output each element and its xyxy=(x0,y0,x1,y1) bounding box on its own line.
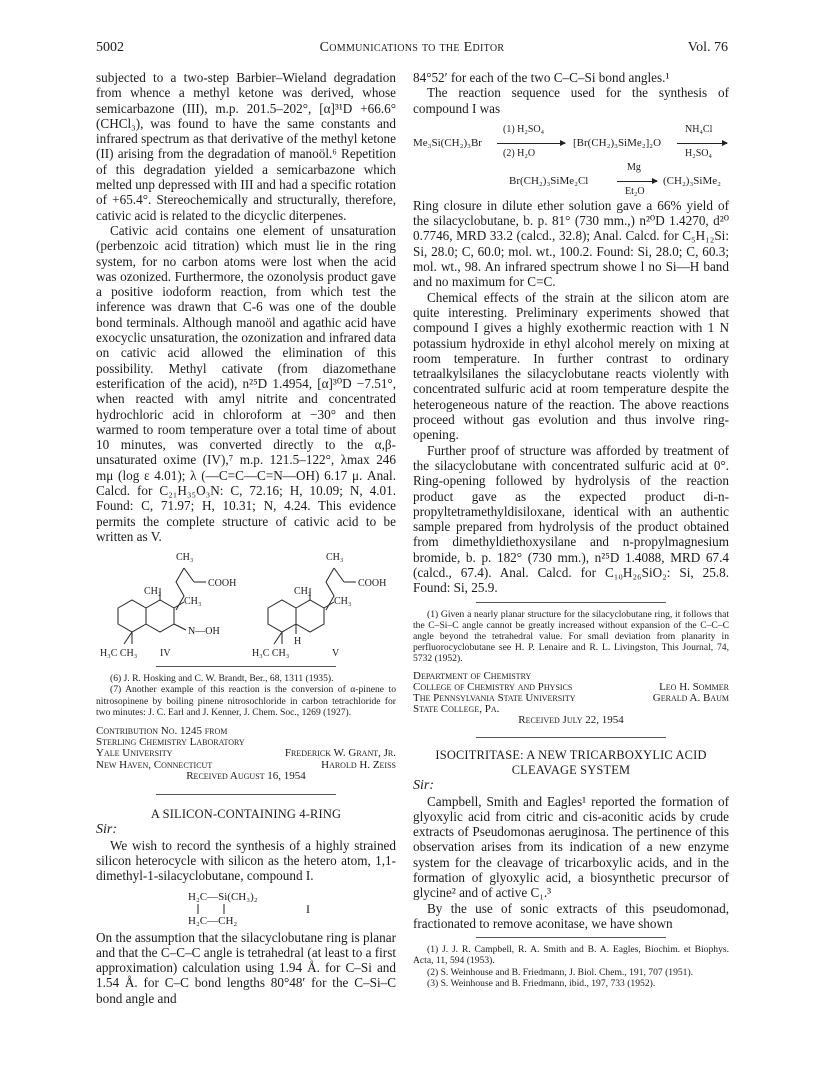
article-title: A SILICON-CONTAINING 4-RING xyxy=(150,807,342,822)
reaction-scheme xyxy=(413,116,729,198)
salutation: Sir: xyxy=(413,778,434,794)
paragraph: Campbell, Smith and Eagles¹ reported the formation of glyoxylic acid from citric and cis-aconitic acids by crude extracts of Pseudomonas aeruginosa. The pertinence of this observation arises from its indication of a new enzyme system for the cleavage of tricarboxylic acids, and in the formation of glyoxylic acid, a biosynthetic precursor of glycine² and of active C₁.³ xyxy=(413,793,729,901)
author-name: Harold H. Zeiss xyxy=(321,758,396,771)
institution: The Pennsylvania State University xyxy=(413,692,576,705)
label-cooh: COOH xyxy=(358,578,387,590)
label-ch2: CH₂ xyxy=(294,586,312,598)
compound-i-formula xyxy=(96,888,396,928)
paragraph: Ring closure in dilute ether solution gave a 66% yield of the silacyclobutane, b. p. 81° (730 mm.,) n²⁰D 1.4270, d²⁰ 0.7746, MRD 33.2 (calcd., 32.8); Anal. Calcd. for C₅H₁₂Si: Si, 28.0; C, 60.0; mol. wt., 100.2. Found: Si, 28.0; C, 60.3; mol. wt., 98. An infrared spectrum showe l no Si—H band and no maximum for C=C. xyxy=(413,197,729,290)
article-divider xyxy=(156,794,336,795)
received-date: Received July 22, 1954 xyxy=(518,714,624,727)
contribution-line: Contribution No. 1245 from xyxy=(96,725,228,738)
paragraph: We wish to record the synthesis of a highly strained silicon heterocycle with silicon as the hetero atom, 1,1-dimethyl-1-silacyclobutane, compound I. xyxy=(96,837,396,884)
institution: Yale University xyxy=(96,747,173,760)
reagent: (1) H₂SO₄ xyxy=(503,123,545,135)
right-column xyxy=(413,70,729,989)
footnote: (7) Another example of this reaction is the conversion of α-pinene to nitrosopinene by boiling pinene nitrosochloride in carbon tetrachloride for two minutes: J. C. Earl and J. Kenner, J. Chem. Soc., 1269 (1927). xyxy=(96,684,396,718)
label-v: V xyxy=(332,648,340,660)
paragraph: Further proof of structure was afforded by treatment of the silacyclobutane with concentrated sulfuric acid at 0°. Ring-opening followed by hydrolysis of the reaction product gave as the expected product di-n-propyltetramethyldisiloxane, identical with an authentic sample prepared from hydrolysis of the product obtained from dimethyldiethoxysilane and n-propylmagnesium bromide, b. p. 182° (730 mm.), n²⁵D 1.4088, MRD 67.4 (calcd., 67.4). Anal. Calcd. for C₁₀H₂₆SiO₂: Si, 25.8. Found: Si, 25.9. xyxy=(413,442,729,596)
label-iv: IV xyxy=(160,648,171,660)
footnote: (6) J. R. Hosking and C. W. Brandt, Ber., 68, 1311 (1935). xyxy=(110,673,334,685)
label-gem-dimethyl: H₃C CH₃ xyxy=(252,648,290,660)
received-date: Received August 16, 1954 xyxy=(186,769,306,782)
label-noh: N—OH xyxy=(188,626,220,638)
author-name: Frederick W. Grant, Jr. xyxy=(284,747,396,760)
product: (CH₂)₃SiMe₂ xyxy=(663,174,721,187)
reagent: NH₄Cl xyxy=(685,123,713,135)
city: New Haven, Connecticut xyxy=(96,758,213,771)
article-title: ISOCITRITASE: A NEW TRICARBOXYLIC ACID CLEAVAGE SYSTEM xyxy=(435,747,707,777)
paragraph: subjected to a two-step Barbier–Wieland degradation from whence a methyl ketone was derived, whose semicarbazone (III), m.p. 201.5–202°, [α]³¹D +66.6° (CHCl₃), was found to have the same constants and infrared spectrum as that derivative of the methyl ketone (II) arising from the degradation of manoöl.⁶ Repetition of this degradation yielded a semicarbazone which melted unp depressed with III and had a specific rotation of +65.4°. Stereochemically and structurally, therefore, cativic acid is related to the dicyclic diterpenes. xyxy=(96,70,396,223)
reagent: Mg xyxy=(627,161,641,173)
footnote: (3) S. Weinhouse and B. Friedmann, ibid., 197, 733 (1952). xyxy=(427,977,656,989)
college: College of Chemistry and Physics xyxy=(413,680,573,693)
formula-bottom: H₂C—CH₂ xyxy=(188,914,238,927)
footnote: (1) Given a nearly planar structure for the silacyclobutane ring, it follows that the C–Si–C angle cannot be greatly increased without expansion of the C–C–C angle beyond the tetrahedral value. For small deviation from planarity in perfluorocyclobutane see H. P. Lenaire and R. L. Livingston, This Journal, 74, 5732 (1952). xyxy=(413,608,729,665)
author-name: Leo H. Sommer xyxy=(659,680,729,693)
paragraph: By the use of sonic extracts of this pseudomonad, fractionated to remove aconitase, we have shown xyxy=(413,900,729,931)
compound-number: I xyxy=(306,901,310,916)
running-title: Communications to the Editor xyxy=(319,40,505,55)
footnote-divider xyxy=(476,937,666,938)
salutation: Sir: xyxy=(96,822,117,838)
reactant: Me₃Si(CH₂)₃Br xyxy=(413,136,482,149)
reaction-arrow xyxy=(617,181,657,182)
article-divider xyxy=(476,737,666,738)
department: Department of Chemistry xyxy=(413,669,532,682)
paragraph: Chemical effects of the strain at the silicon atom are quite interesting. Preliminary experiments showed that compound I gives a highly exothermic reaction with 1 N potassium hydroxide in ethyl alcohol merely on mixing at room temperature. In further contrast to ordinary tetraalkylsilanes the silacyclobutane reacts violently with concentrated sulfuric acid at room temperature despite the heterogeneous nature of the reaction. The above reactions proceed without gas evolution and thus involve ring-opening. xyxy=(413,289,729,443)
left-column xyxy=(96,70,396,1006)
label-ch3: CH₃ xyxy=(184,596,202,608)
reaction-arrow xyxy=(497,143,565,144)
footnote-divider xyxy=(156,666,336,667)
structures-iv-v xyxy=(96,548,396,660)
paragraph: The reaction sequence used for the synthesis of compound I was xyxy=(413,85,729,116)
label-h: H xyxy=(294,636,302,648)
city: State College, Pa. xyxy=(413,703,500,716)
intermediate: [Br(CH₂)₃SiMe₂]₂O xyxy=(573,136,662,149)
label-ch2: CH₂ xyxy=(144,586,162,598)
reagent: H₂SO₄ xyxy=(685,147,712,159)
footnote-divider xyxy=(476,602,666,603)
author-name: Gerald A. Baum xyxy=(652,692,729,705)
footnote: (2) S. Weinhouse and B. Friedmann, J. Biol. Chem., 191, 707 (1951). xyxy=(427,966,694,978)
label-cooh: COOH xyxy=(208,578,237,590)
page-number: 5002 xyxy=(96,40,124,55)
paragraph: 84°52′ for each of the two C–C–Si bond angles.¹ xyxy=(413,70,670,85)
footnote: (1) J. J. R. Campbell, R. A. Smith and B. A. Eagles, Biochim. et Biophys. Acta, 11, 594 (1953). xyxy=(413,944,729,967)
label-ch3: CH₃ xyxy=(176,552,194,564)
ring-bonds xyxy=(96,888,396,928)
label-gem-dimethyl: H₃C CH₃ xyxy=(100,648,138,660)
paragraph: On the assumption that the silacyclobutane ring is planar and that the C–C–C angle is tetrahedral (at least to a first approximation) calculation using 1.94 Å. for C–Si and 1.54 Å. for C–C bond lengths 80°48′ for the C–Si–C bond angle and xyxy=(96,929,396,1006)
formula-top: H₂C—Si(CH₃)₂ xyxy=(188,890,258,903)
label-ch3: CH₃ xyxy=(334,596,352,608)
volume-label: Vol. 76 xyxy=(687,40,728,55)
reagent: Et₂O xyxy=(625,185,645,197)
reagent: (2) H₂O xyxy=(503,147,536,159)
label-ch3: CH₃ xyxy=(326,552,344,564)
reaction-arrow xyxy=(677,143,727,144)
intermediate: Br(CH₂)₃SiMe₂Cl xyxy=(509,174,589,187)
paragraph: Cativic acid contains one element of unsaturation (perbenzoic acid titration) which must lie in the ring system, for no carbon atoms were lost when the acid was ozonized. Furthermore, the ozonolysis product gave a positive iodoform reaction, from which test the inference was drawn that C-6 was one of the double bond terminals. Although manoöl and agathic acid have exocyclic unsaturation, the ozonization and infrared data on cativic acid allowed the elimination of this possibility. Methyl cativate (from diazomethane esterification of the acid), n²⁵D 1.4954, [α]³⁰D −7.51°, when reacted with amyl nitrite and concentrated hydrochloric acid in chloroform at −30° and then warmed to room temperature over a total time of about 10 minutes, was converted directly to the α,β-unsaturated oxime (IV),⁷ m.p. 121.5–122°, λmax 246 mμ (log ε 4.01); λ (—C=C—C=N—OH) 6.17 μ. Anal. Calcd. for C₂₁H₃₅O₃N: C, 72.16; H, 10.09; N, 4.01. Found: C, 71.97; H, 10.31; N, 4.24. This evidence permits the complete structure of cativic acid to be written as V. xyxy=(96,222,396,544)
lab-line: Sterling Chemistry Laboratory xyxy=(96,736,245,749)
running-header xyxy=(96,40,728,58)
